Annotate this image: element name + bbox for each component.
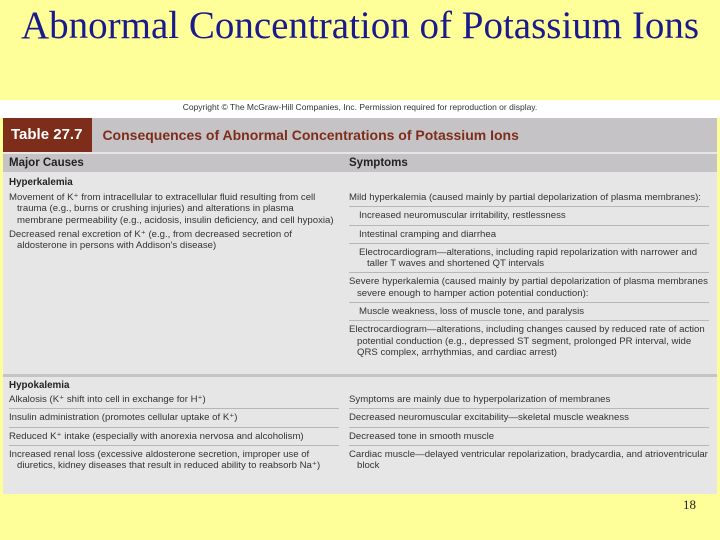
- section-hyperkalemia: [3, 177, 717, 358]
- symptom-item: Mild hyperkalemia (caused mainly by partial depolarization of plasma membranes):: [349, 192, 701, 203]
- cause-item: Alkalosis (K⁺ shift into cell in exchange for H⁺): [9, 394, 206, 405]
- copyright-notice: Copyright © The McGraw-Hill Companies, Inc. Permission required for reproduction or display.: [0, 100, 720, 118]
- row-divider: [349, 272, 709, 273]
- cause-item: Reduced K⁺ intake (especially with anorexia nervosa and alcoholism): [9, 430, 304, 442]
- slide-title: Abnormal Concentration of Potassium Ions: [20, 4, 700, 47]
- section-divider: [3, 374, 717, 377]
- cause-item: Movement of K⁺ from intracellular to extracellular fluid resulting from cell trauma (e.g., burns or crushing injuries) and alterations in plasma membrane permeability (e.g., acidosis, insulin deficiency, and cell hypoxia): [9, 192, 334, 226]
- page-number: 18: [683, 497, 696, 512]
- column-headers: [3, 154, 717, 172]
- row-divider: [349, 206, 709, 207]
- column-header-causes: Major Causes: [9, 157, 84, 169]
- section-title-hyperkalemia: Hyperkalemia: [9, 177, 73, 188]
- symptom-item: Increased neuromuscular irritability, restlessness: [359, 210, 566, 222]
- symptom-item: Cardiac muscle—delayed ventricular repolarization, bradycardia, and atrioventricular block: [349, 448, 708, 472]
- section-title-hypokalemia: Hypokalemia: [9, 380, 70, 391]
- symptom-item: Decreased neuromuscular excitability—skeletal muscle weakness: [349, 412, 629, 424]
- row-divider: [349, 320, 709, 321]
- symptom-item: Electrocardiogram—alterations, including changes caused by reduced rate of action potential conduction (e.g., depressed ST segment, prolonged PR interval, wide QRS complex, arrhythmias, and cardiac arrest): [349, 324, 705, 358]
- row-divider: [349, 445, 709, 446]
- row-divider: [349, 302, 709, 303]
- table-caption: Consequences of Abnormal Concentrations of Potassium Ions: [102, 127, 519, 143]
- symptoms-hypokalemia: [349, 394, 709, 474]
- table-number: Table 27.7: [3, 118, 92, 152]
- table-figure: [3, 118, 717, 494]
- row-divider: [349, 225, 709, 226]
- symptom-item: Intestinal cramping and diarrhea: [359, 228, 497, 240]
- row-divider: [349, 408, 709, 409]
- symptom-item: Decreased tone in smooth muscle: [349, 430, 495, 442]
- row-divider: [9, 427, 339, 428]
- symptom-item: Muscle weakness, loss of muscle tone, and paralysis: [359, 306, 585, 318]
- row-divider: [349, 243, 709, 244]
- row-divider: [9, 408, 339, 409]
- cause-item: Increased renal loss (excessive aldosterone secretion, improper use of diuretics, kidney diseases that result in reduced ability to reabsorb Na⁺): [9, 448, 321, 472]
- row-divider: [9, 445, 339, 446]
- cause-item: Insulin administration (promotes cellular uptake of K⁺): [9, 412, 238, 424]
- column-header-symptoms: Symptoms: [349, 157, 408, 169]
- symptom-item: Symptoms are mainly due to hyperpolarization of membranes: [349, 394, 611, 405]
- symptom-item: Severe hyperkalemia (caused mainly by partial depolarization of plasma membranes severe enough to hamper action potential conduction):: [349, 276, 708, 299]
- cause-item: Decreased renal excretion of K⁺ (e.g., from decreased secretion of aldosterone in persons with Addison's disease): [9, 228, 292, 252]
- symptom-item: Electrocardiogram—alterations, including rapid repolarization with narrower and taller T waves and shortened QT intervals: [359, 246, 698, 270]
- row-divider: [349, 427, 709, 428]
- causes-hypokalemia: [9, 394, 339, 474]
- causes-hyperkalemia: [9, 192, 339, 254]
- section-hypokalemia: [3, 380, 717, 472]
- symptoms-hyperkalemia: [349, 192, 709, 361]
- table-header: [3, 118, 717, 152]
